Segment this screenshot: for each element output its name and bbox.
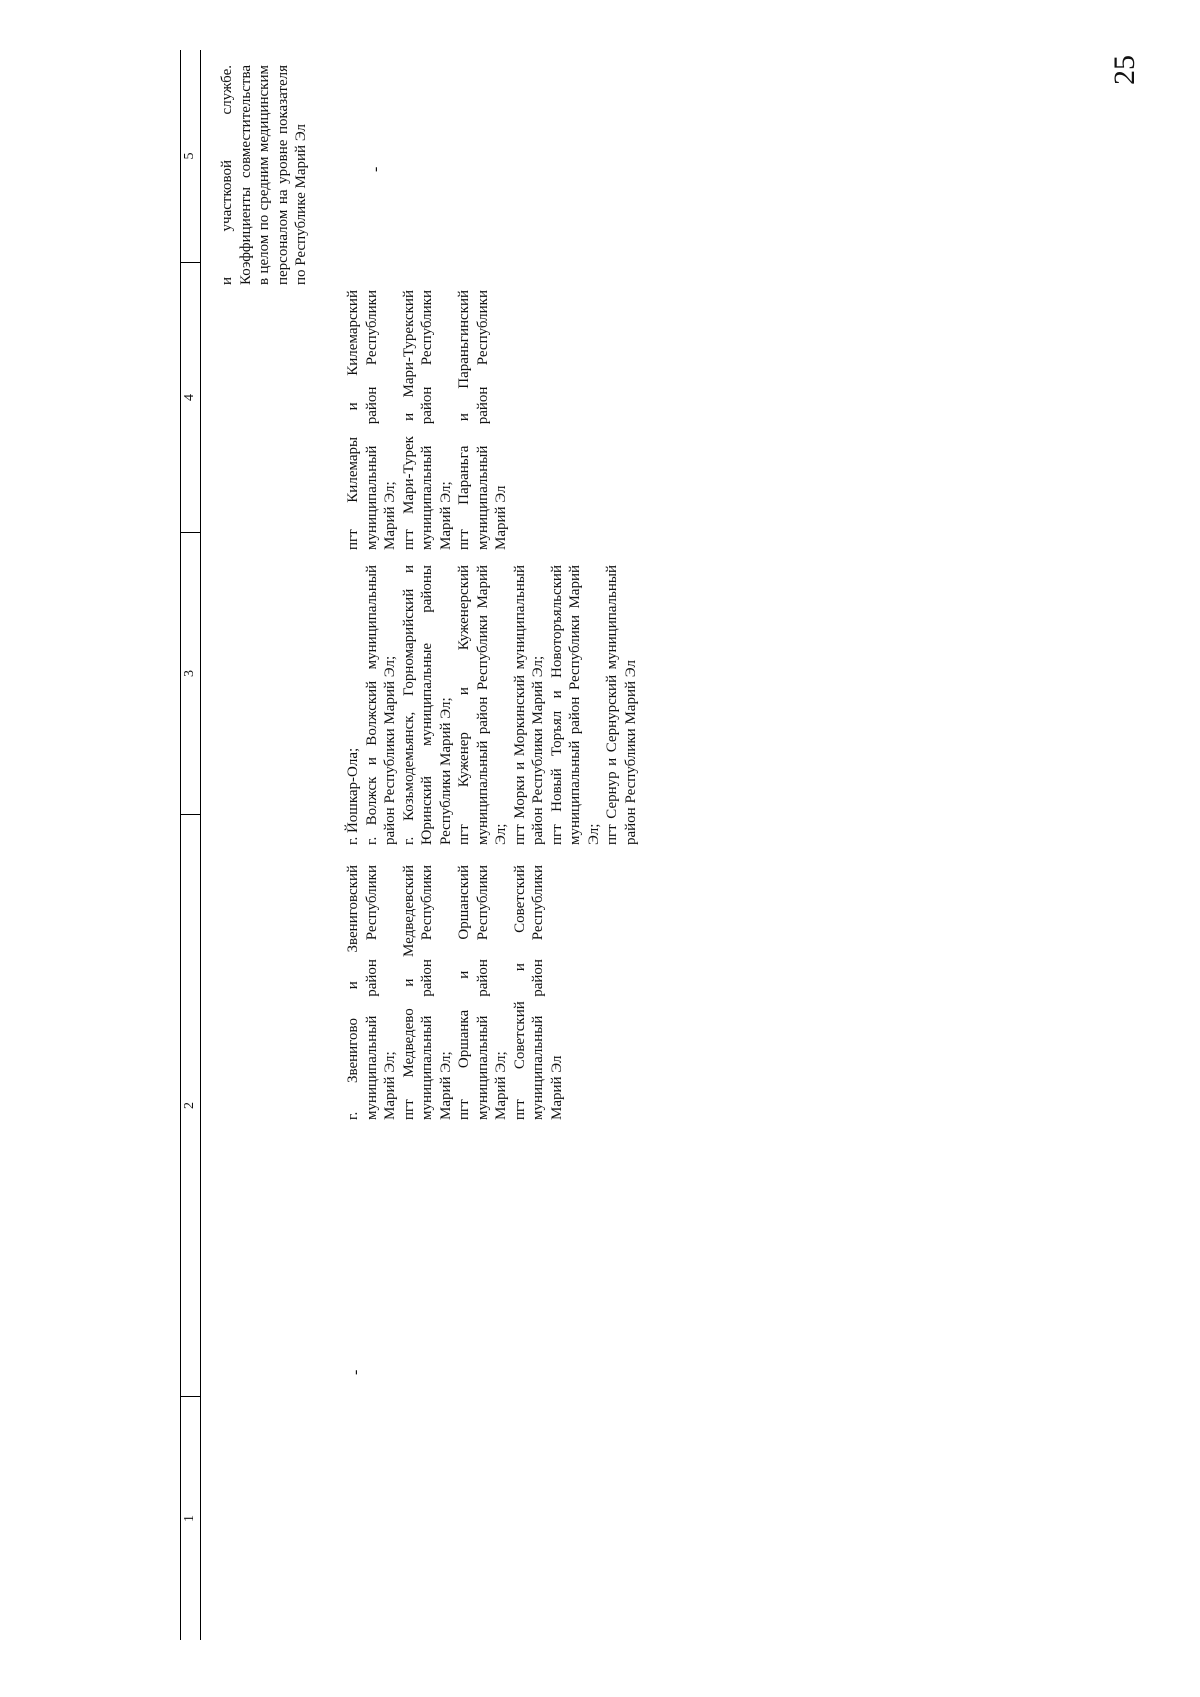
col4-cell (344, 290, 511, 550)
page-number: 25 (1108, 55, 1141, 85)
col3-entry: г. Волжск и Волжский муниципальный район Республики Марий Эл; (363, 565, 398, 845)
col4-entry: пгт Килемары и Килемарский муниципальный район Республики Марий Эл; (345, 290, 398, 550)
col2-entry: пгт Советский и Советский муниципальный район Республики Марий Эл (511, 865, 565, 1120)
col2-entry: пгт Медведево и Медведевский муниципальный район Республики Марий Эл; (400, 865, 454, 1120)
col5-text: и участковой службе. Коэффициенты совместительства в целом по средним медицинским персоналом на уровне показателя по Республике Марий Эл (219, 65, 309, 285)
col2-entry: пгт Оршанка и Оршанский муниципальный район Республики Марий Эл; (456, 865, 509, 1120)
col1-dash: - (347, 1369, 364, 1375)
col5-cell (218, 65, 311, 285)
col5-dash: - (367, 166, 384, 172)
table-header-rule (200, 50, 201, 1640)
rotated-table (180, 50, 1030, 1640)
col3-cell (344, 565, 640, 845)
col3-entry: пгт Новый Торъял и Новоторъяльский муниципальный район Республики Марий Эл; (548, 565, 602, 845)
header-col-4: 4 (180, 263, 200, 533)
col3-entry: г. Йошкар-Ола; (345, 747, 361, 845)
header-col-5: 5 (180, 50, 200, 263)
col3-entry: пгт Морки и Моркинский муниципальный район Республики Марий Эл; (511, 565, 546, 845)
col4-entry: пгт Мари-Турек и Мари-Турекский муниципальный район Республики Марий Эл; (400, 290, 454, 550)
header-col-3: 3 (180, 533, 200, 815)
header-col-2: 2 (180, 815, 200, 1397)
col2-entry: г. Звенигово и Звениговский муниципальный район Республики Марий Эл; (345, 865, 398, 1120)
col3-entry: пгт Сернур и Сернурский муниципальный район Республики Марий Эл (604, 565, 639, 845)
col3-entry: г. Козьмодемьянск, Горномарийский и Юринский муниципальные районы Республики Марий Эл; (400, 565, 454, 845)
col4-entry: пгт Параньга и Параньгинский муниципальный район Республики Марий Эл (456, 290, 509, 550)
col2-cell (344, 865, 566, 1120)
header-col-1: 1 (182, 1515, 197, 1522)
col3-entry: пгт Куженер и Куженерский муниципальный район Республики Марий Эл; (456, 565, 509, 845)
